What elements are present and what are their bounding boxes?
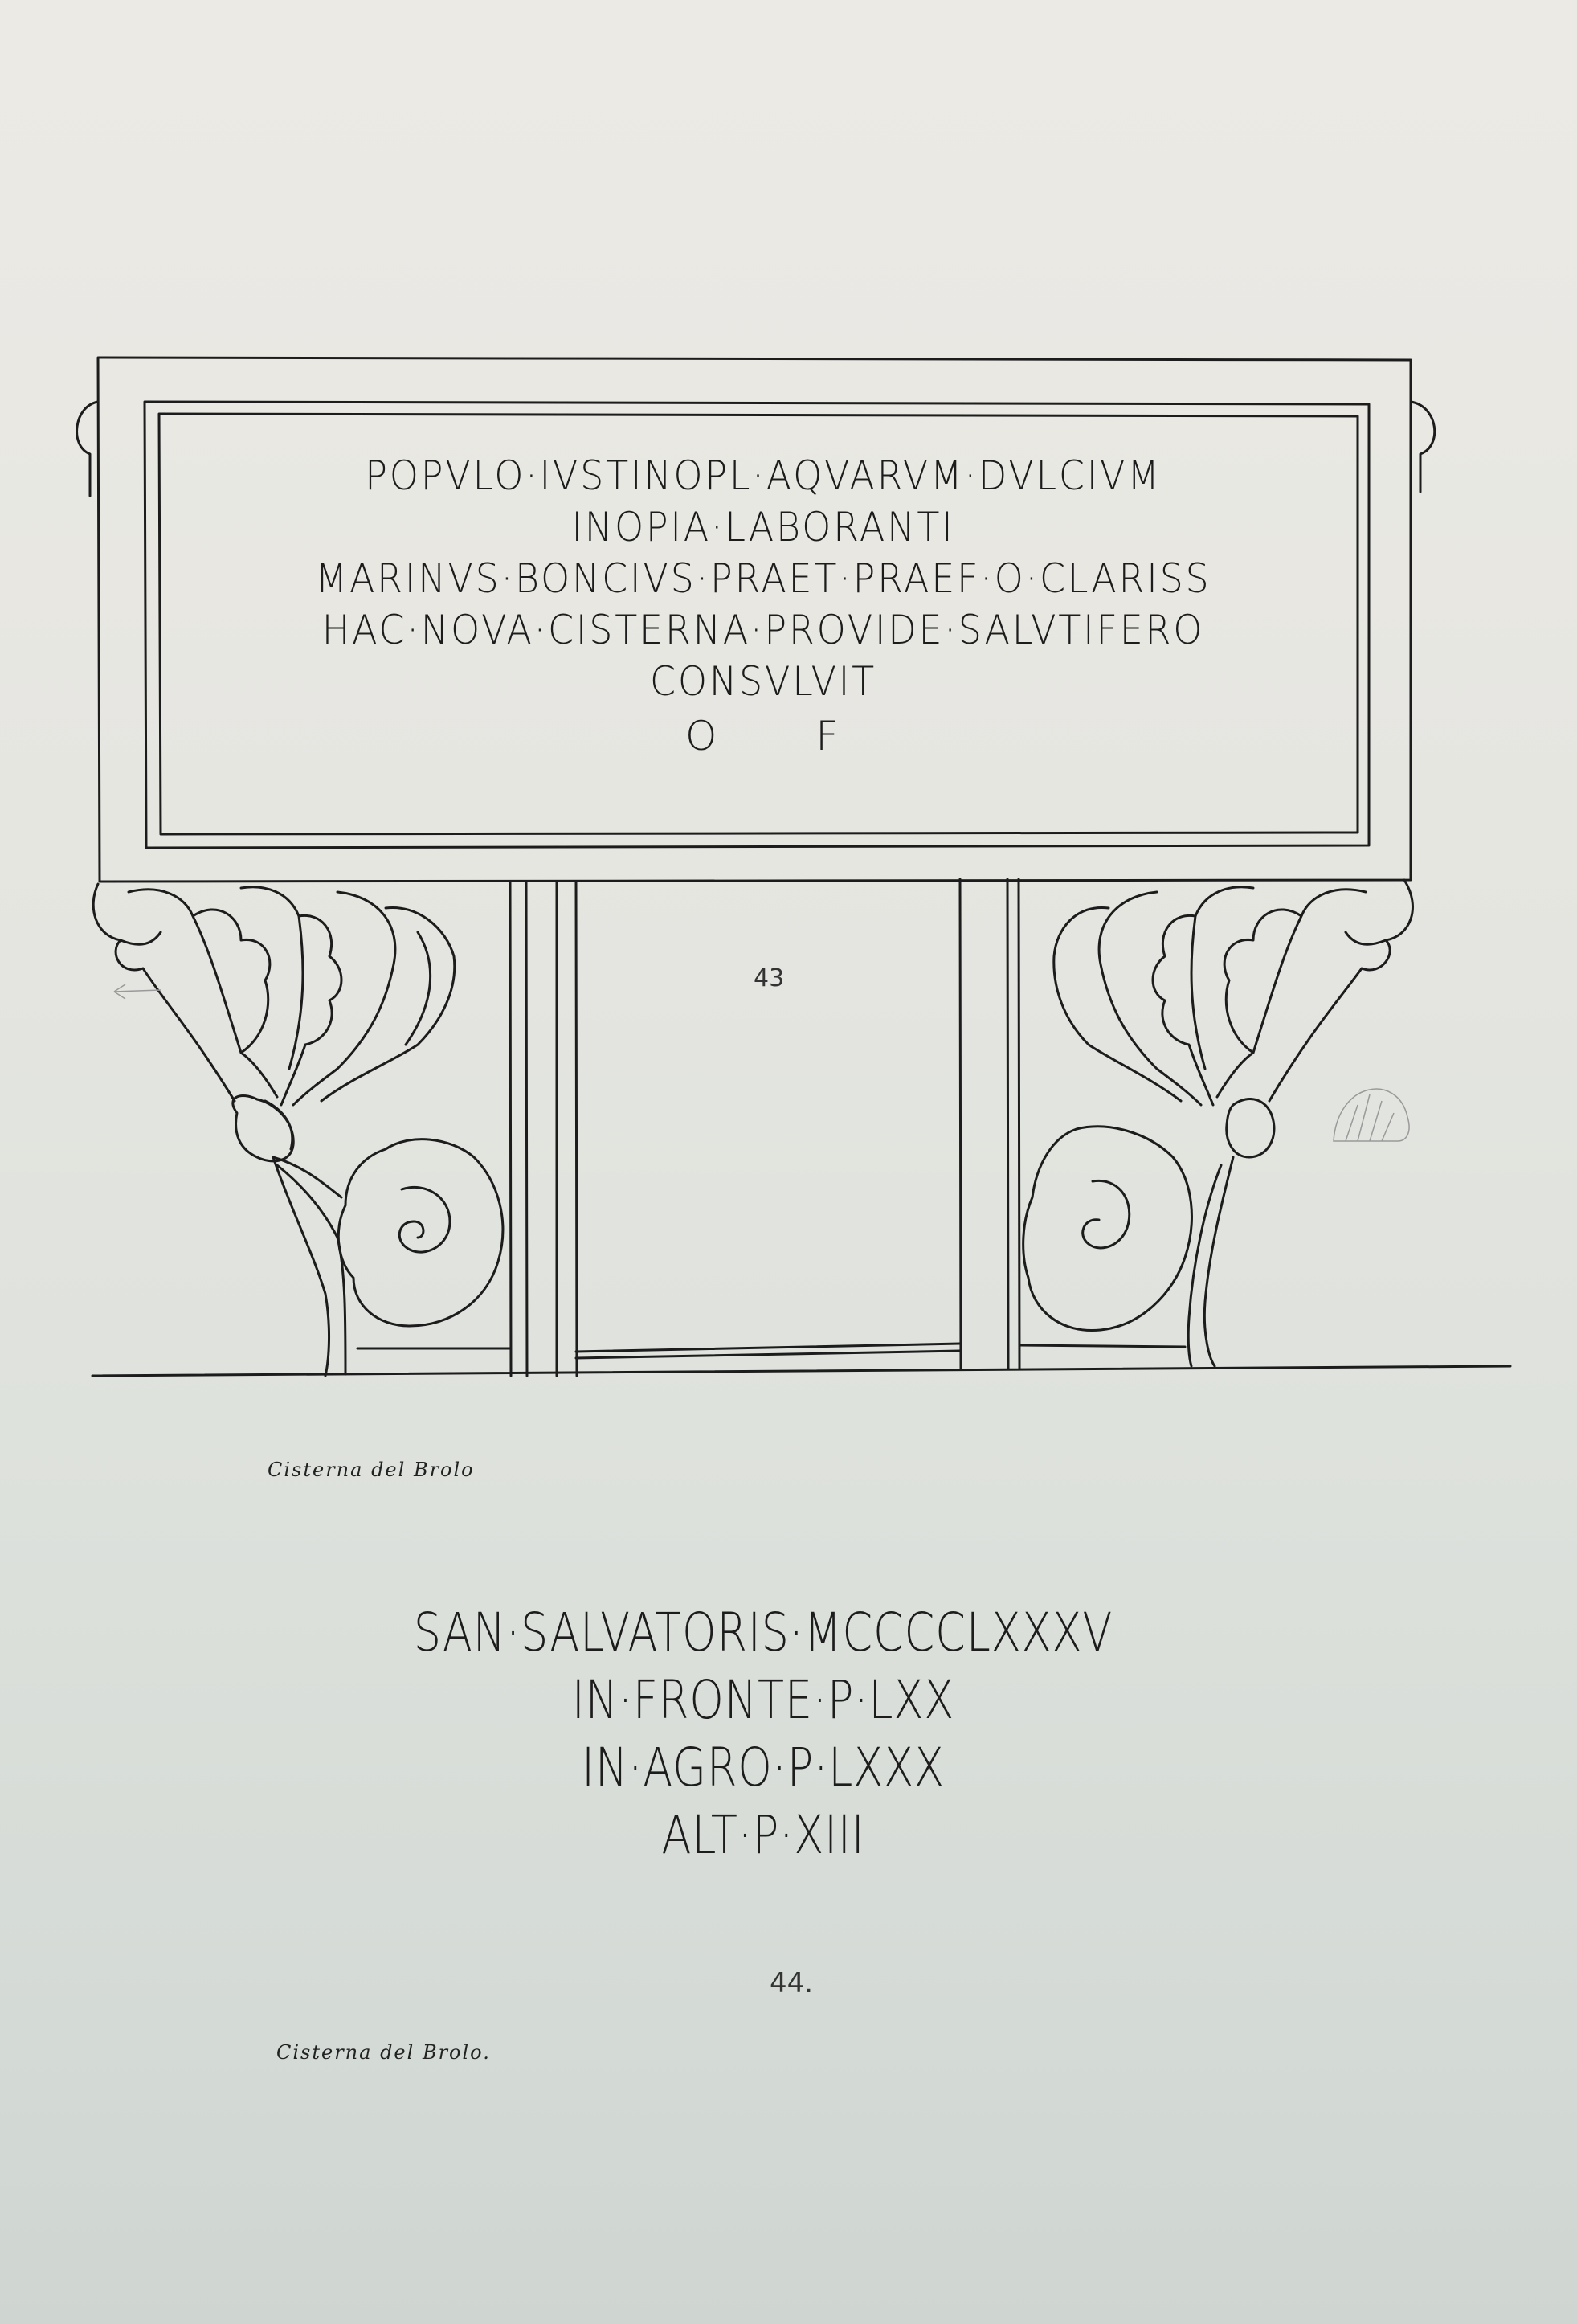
figure-caption-44: Cisterna del Brolo. [276,2041,491,2064]
left-capital-leaves [93,884,455,1105]
inscription-44-line-1: SAN·SALVATORIS·MCCCCLXXXV [413,1602,1113,1663]
inscription-43-mark-right: F [815,713,842,759]
center-panel-bottom [576,1344,960,1358]
inscription-43-line-5: CONSVLVIT [650,658,876,705]
pencil-arrow [114,984,161,999]
right-capital-leaves [1054,880,1413,1105]
left-pilaster [510,882,577,1376]
inscription-44-line-2: IN·FRONTE·P·LXX [571,1669,955,1731]
inscription-43-mark-left: O [684,713,720,759]
left-capital-bell [273,1157,345,1376]
inscription-44-line-4: ALT·P·XIII [661,1804,865,1866]
left-lug [77,402,98,496]
inscription-44 [161,1599,1366,1869]
figure-caption-43: Cisterna del Brolo [268,1459,475,1481]
right-panel-bottom [1019,1345,1185,1347]
right-pilaster [960,879,1019,1369]
figure-number-43: 43 [754,964,785,992]
right-capital-rosette [1023,1127,1192,1331]
pencil-shell-sketch [1334,1089,1409,1141]
right-capital-bell [1188,1157,1233,1366]
left-capital-knob [233,1095,293,1160]
figure-number-44: 44. [770,1967,814,1999]
right-capital-knob [1227,1099,1274,1157]
inscription-43 [161,450,1366,762]
right-lug [1411,402,1435,492]
inscription-43-line-1: POPVLO·IVSTINOPL·AQVARVM·DVLCIVM [365,452,1162,499]
ground-line [92,1366,1510,1376]
left-capital-rosette [338,1139,503,1326]
inscription-44-line-3: IN·AGRO·P·LXXX [582,1737,945,1798]
inscription-43-line-4: HAC·NOVA·CISTERNA·PROVIDE·SALVTIFERO [321,607,1205,653]
inscription-43-marks [161,710,1366,762]
inscription-43-line-3: MARINVS·BONCIVS·PRAET·PRAEF·O·CLARISS [315,555,1211,602]
inscription-43-line-2: INOPIA·LABORANTI [571,504,955,550]
